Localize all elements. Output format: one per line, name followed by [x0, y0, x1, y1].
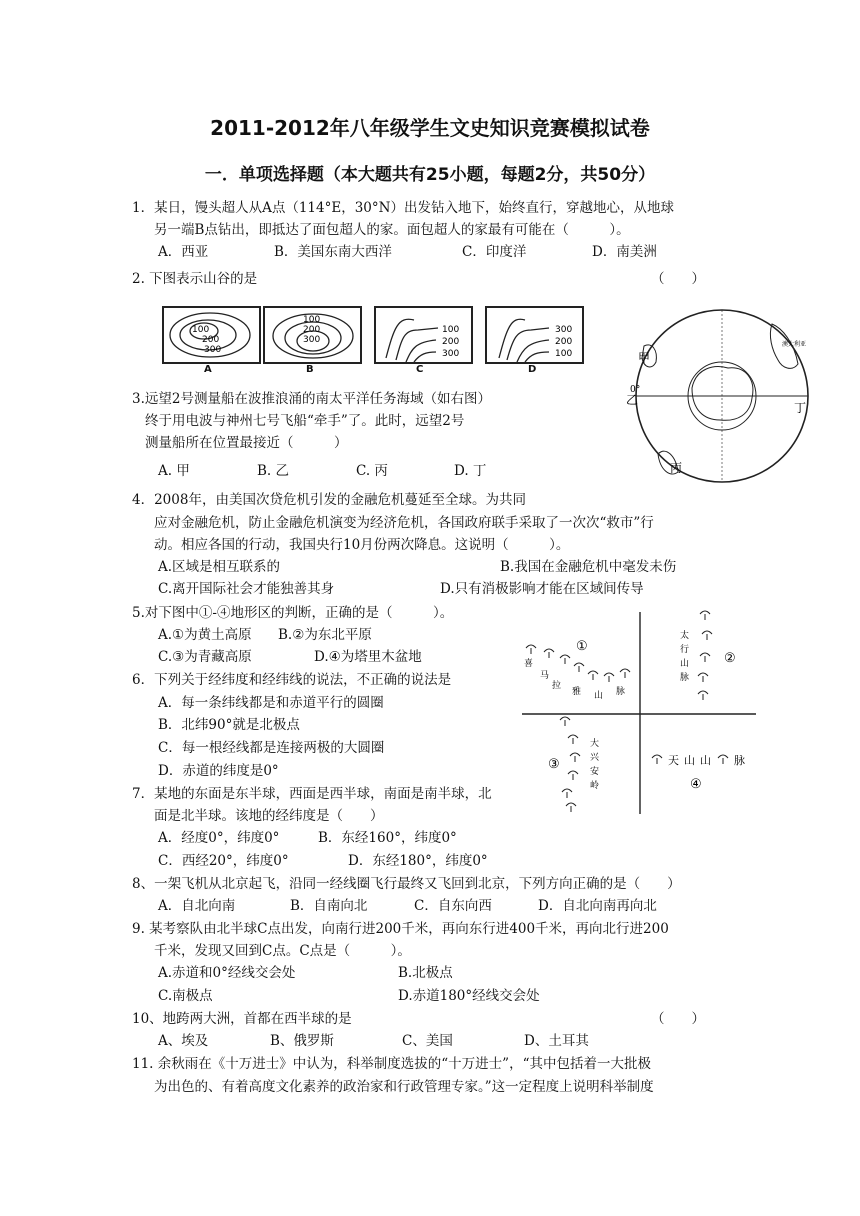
- q5-option-c: C.③为青藏高原: [158, 649, 252, 665]
- q6-option-b: B．北纬90°就是北极点: [158, 717, 300, 733]
- q4-line2: 应对金融危机，防止金融危机演变为经济危机，各国政府联手采取了一次次“救市”行: [154, 515, 654, 531]
- svg-text:天: 天: [668, 754, 679, 767]
- map-region-2: ②: [724, 651, 736, 666]
- svg-text:岭: 岭: [590, 781, 600, 791]
- q6-option-d: D．赤道的纬度是0°: [158, 763, 279, 779]
- svg-text:300: 300: [303, 335, 321, 345]
- q3-line1: 3.远望2号测量船在波推浪涌的南太平洋任务海域（如右图）: [132, 391, 491, 407]
- q6-option-a: A．每一条纬线都是和赤道平行的圆圈: [158, 695, 384, 711]
- svg-text:200: 200: [303, 325, 321, 335]
- svg-text:脉: 脉: [734, 754, 745, 767]
- svg-text:马: 马: [540, 671, 550, 681]
- q8-option-c: C．自东向西: [414, 898, 492, 914]
- q10-option-a: A、埃及: [158, 1033, 209, 1049]
- q5-line1: 5.对下图中①-④地形区的判断，正确的是（ ）。: [132, 605, 454, 621]
- q10-option-c: C、美国: [402, 1033, 453, 1049]
- contour-map-b: [263, 306, 362, 364]
- map-label-yi: 乙: [626, 393, 639, 407]
- q4-option-d: D.只有消极影响才能在区域间传导: [440, 581, 644, 597]
- q4-option-b: B.我国在金融危机中毫发未伤: [500, 559, 677, 575]
- map-region-4: ④: [690, 777, 702, 792]
- q1-option-a: A．西亚: [158, 244, 209, 260]
- q8-option-b: B．自南向北: [290, 898, 368, 914]
- q3-line3: 测量船所在位置最接近（ ）: [145, 435, 348, 451]
- q4-option-c: C.离开国际社会才能独善其身: [158, 581, 335, 597]
- page-title: 2011-2012年八年级学生文史知识竞赛模拟试卷: [210, 116, 650, 140]
- map-label-jia: 甲: [638, 351, 651, 365]
- svg-text:山: 山: [700, 754, 711, 767]
- contour-map-c: [374, 306, 473, 364]
- q3-option-b: B. 乙: [257, 463, 290, 479]
- q1-line1: 1．某日，馒头超人从A点（114°E，30°N）出发钻入地下，始终直行，穿越地心，从地球: [132, 200, 674, 216]
- terrain-region-map: [512, 608, 762, 818]
- q10-option-d: D、土耳其: [524, 1033, 589, 1049]
- svg-text:脉: 脉: [680, 673, 690, 683]
- contour-map-d: [485, 306, 584, 364]
- q1-option-b: B．美国东南大西洋: [274, 244, 392, 260]
- q10-answer-paren: （ ）: [651, 1011, 705, 1027]
- map-region-1: ①: [576, 639, 588, 654]
- q10-option-b: B、俄罗斯: [270, 1033, 334, 1049]
- q5-option-d: D.④为塔里木盆地: [314, 649, 422, 665]
- section-title: 一．单项选择题（本大题共有25小题，每题2分，共50分）: [204, 165, 656, 185]
- q7-option-c: C．西经20°，纬度0°: [158, 853, 289, 869]
- svg-text:喜: 喜: [524, 659, 534, 669]
- svg-text:拉: 拉: [552, 681, 562, 691]
- q9-option-b: B.北极点: [398, 965, 453, 981]
- svg-text:大: 大: [590, 739, 600, 749]
- contour-label-c: C: [416, 364, 424, 375]
- contour-map-a: [162, 306, 261, 364]
- map-label-bing: 丙: [670, 461, 683, 475]
- map-label-degree: 0°: [630, 385, 641, 395]
- q11-line2: 为出色的、有着高度文化素养的政治家和行政管理专家。”这一定程度上说明科举制度: [154, 1079, 654, 1095]
- svg-text:300: 300: [555, 325, 573, 335]
- svg-text:行: 行: [680, 645, 690, 655]
- contour-label-a: A: [204, 364, 212, 375]
- q2-answer-paren: （ ）: [651, 271, 705, 287]
- q3-option-a: A. 甲: [158, 463, 190, 479]
- q10-line1: 10、地跨两大洲，首都在西半球的是: [132, 1011, 352, 1027]
- q6-line1: 6．下列关于经纬度和经纬线的说法，不正确的说法是: [132, 672, 452, 688]
- svg-text:100: 100: [442, 325, 460, 335]
- svg-text:兴: 兴: [590, 753, 600, 763]
- q6-option-c: C．每一根经线都是连接两极的大圆圈: [158, 740, 385, 756]
- svg-text:200: 200: [555, 337, 573, 347]
- south-pole-map: [622, 306, 822, 486]
- map-label-australia: 澳大利亚: [782, 341, 807, 348]
- q4-line3: 动。相应各国的行动，我国央行10月份两次降息。这说明（ ）。: [154, 537, 570, 553]
- q7-line1: 7．某地的东面是东半球，西面是西半球，南面是南半球，北: [132, 786, 492, 802]
- svg-text:山: 山: [594, 691, 604, 701]
- q8-line1: 8、一架飞机从北京起飞，沿同一经线圈飞行最终又飞回到北京，下列方向正确的是（ ）: [132, 876, 681, 892]
- svg-text:太: 太: [680, 631, 690, 641]
- q7-option-b: B．东经160°，纬度0°: [318, 830, 457, 846]
- contour-label-d: D: [528, 364, 537, 375]
- svg-text:脉: 脉: [616, 687, 626, 697]
- q3-option-c: C. 丙: [356, 463, 388, 479]
- contour-label-b: B: [306, 364, 314, 375]
- q11-line1: 11. 余秋雨在《十万进士》中认为，科举制度选拔的“十万进士”，“其中包括着一大批极: [132, 1056, 651, 1072]
- q9-line1: 9. 某考察队由北半球C点出发，向南行进200千米，再向东行进400千米，再向北行进200: [132, 921, 669, 937]
- q7-option-a: A．经度0°，纬度0°: [158, 830, 280, 846]
- svg-text:雅: 雅: [572, 687, 582, 697]
- q8-option-a: A．自北向南: [158, 898, 236, 914]
- q9-option-d: D.赤道180°经线交会处: [398, 988, 540, 1004]
- svg-text:山: 山: [680, 659, 690, 669]
- q7-line2: 面是北半球。该地的经纬度是（ ）: [154, 808, 384, 824]
- q1-option-c: C．印度洋: [462, 244, 527, 260]
- q9-option-a: A.赤道和0°经线交会处: [158, 965, 296, 981]
- svg-text:山: 山: [684, 754, 695, 767]
- svg-text:200: 200: [442, 337, 460, 347]
- map-region-3: ③: [548, 757, 560, 772]
- q4-line1: 4．2008年，由美国次贷危机引发的金融危机蔓延至全球。为共同: [132, 492, 526, 508]
- q4-option-a: A.区域是相互联系的: [158, 559, 281, 575]
- q8-option-d: D．自北向南再向北: [538, 898, 657, 914]
- svg-text:100: 100: [192, 325, 210, 335]
- svg-text:安: 安: [590, 767, 600, 777]
- q5-option-a: A.①为黄土高原: [158, 627, 252, 643]
- svg-text:300: 300: [442, 349, 460, 359]
- q9-option-c: C.南极点: [158, 988, 213, 1004]
- svg-text:100: 100: [555, 349, 573, 359]
- svg-text:100: 100: [303, 315, 321, 325]
- q3-option-d: D. 丁: [454, 463, 487, 479]
- q1-line2: 另一端B点钻出，即抵达了面包超人的家。面包超人的家最有可能在（ ）。: [154, 222, 630, 238]
- q5-option-b: B.②为东北平原: [278, 627, 372, 643]
- map-label-ding: 丁: [794, 401, 807, 415]
- q1-option-d: D．南美洲: [592, 244, 657, 260]
- q3-line2: 终于用电波与神州七号飞船“牵手”了。此时，远望2号: [145, 413, 465, 429]
- q9-line2: 千米，发现又回到C点。C点是（ ）。: [154, 943, 411, 959]
- q7-option-d: D．东经180°，纬度0°: [348, 853, 488, 869]
- svg-text:200: 200: [202, 335, 220, 345]
- svg-text:300: 300: [204, 345, 222, 355]
- q2-line1: 2. 下图表示山谷的是: [132, 271, 258, 287]
